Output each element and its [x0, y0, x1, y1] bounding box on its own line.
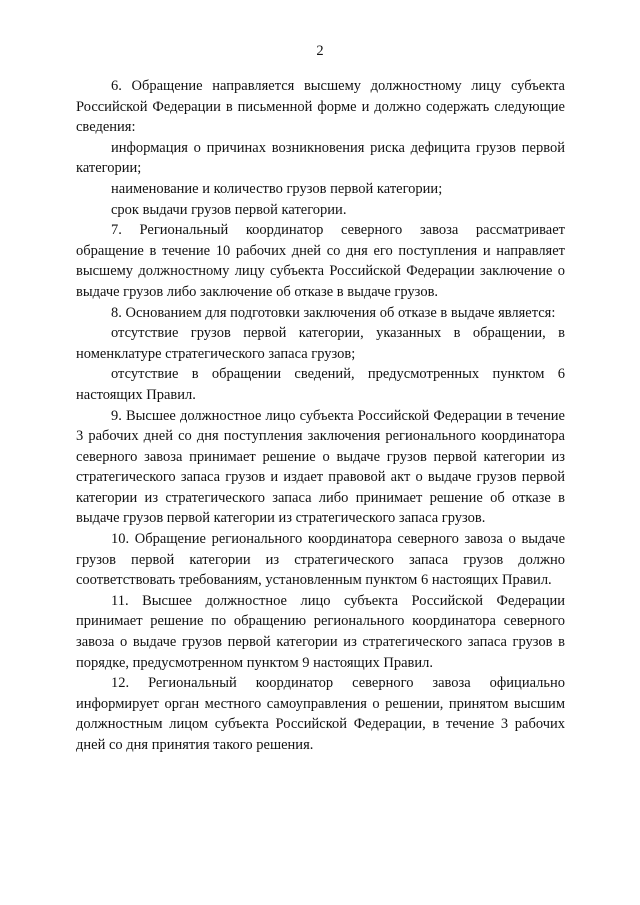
paragraph-8-intro: 8. Основанием для подготовки заключения об отказе в выдаче является: [111, 304, 556, 321]
page-number: 2 [316, 43, 324, 59]
paragraph-12: 12. Региональный координатор северного завоза официально информирует орган местного самоуправления о решении, принятом высшим должностным лицом субъекта Российской Федерации, в течение 3 рабочих дней со дня принятия такого решения. [76, 675, 565, 753]
paragraph-8-item-1: отсутствие грузов первой категории, указанных в обращении, в номенклатуре стратегического запаса грузов; [76, 325, 565, 362]
paragraph-7: 7. Региональный координатор северного завоза рассматривает обращение в течение 10 рабочих дней со дня его поступления и направляет высшему должностному лицу субъекта Российской Федерации заключение о выдаче грузов либо заключение об отказе в выдаче грузов. [76, 222, 565, 300]
document-body [76, 76, 565, 756]
paragraph-6-item-2: наименование и количество грузов первой категории; [111, 180, 443, 197]
paragraph-9: 9. Высшее должностное лицо субъекта Российской Федерации в течение 3 рабочих дней со дня поступления заключения регионального координатора северного завоза принимает решение о выдаче грузов первой категории из стратегического запаса грузов и издает правовой акт о выдаче грузов первой категории из стратегического запаса либо принимает решение об отказе в выдаче грузов первой категории из стратегического запаса грузов. [76, 407, 565, 527]
paragraph-6-item-3: срок выдачи грузов первой категории. [111, 201, 347, 218]
paragraph-11: 11. Высшее должностное лицо субъекта Российской Федерации принимает решение по обращению регионального координатора северного завоза о выдаче грузов первой категории из стратегического запаса грузов в порядке, предусмотренном пунктом 9 настоящих Правил. [76, 592, 565, 671]
paragraph-6-item-1: информация о причинах возникновения риска дефицита грузов первой категории; [76, 139, 565, 177]
paragraph-10: 10. Обращение регионального координатора северного завоза о выдаче грузов первой категории из стратегического запаса грузов должно соответствовать требованиям, установленным пунктом 6 настоящих Правил. [76, 531, 565, 589]
paragraph-6-intro: 6. Обращение направляется высшему должностному лицу субъекта Российской Федерации в письменной форме и должно содержать следующие сведения: [76, 78, 565, 136]
paragraph-8-item-2: отсутствие в обращении сведений, предусмотренных пунктом 6 настоящих Правил. [76, 366, 565, 403]
